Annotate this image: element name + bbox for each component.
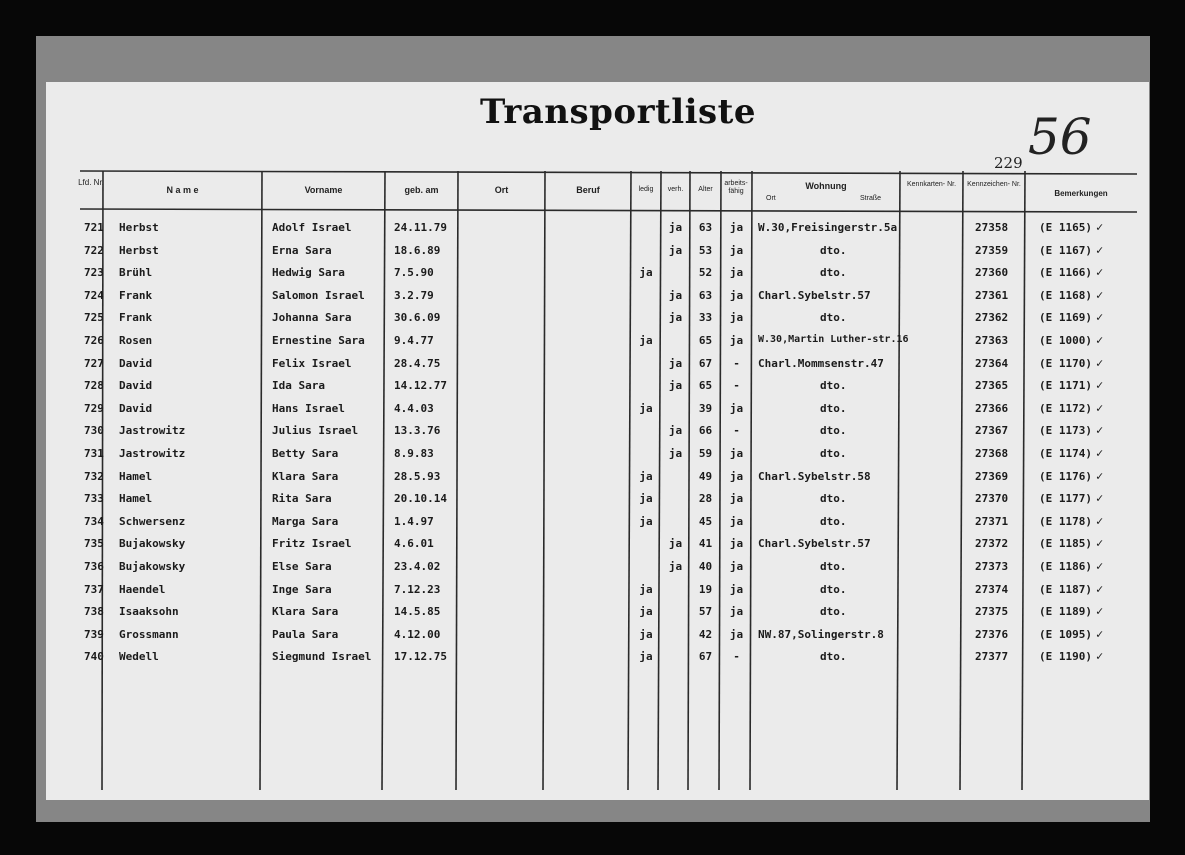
row-verh: ja: [668, 537, 683, 551]
row-vorname: Klara Sara: [272, 469, 339, 483]
row-lfd-nr: 722: [84, 243, 104, 257]
row-bemerkung: (E 1168): [1039, 288, 1092, 302]
row-geb-am: 24.11.79: [394, 221, 447, 234]
row-lfd-nr: 735: [84, 537, 104, 551]
row-bemerkung: (E 1165): [1039, 221, 1092, 234]
row-kennzeichen-nr: 27362: [975, 311, 1009, 325]
row-bemerkung: (E 1171): [1039, 379, 1092, 393]
row-name: Herbst: [119, 221, 159, 234]
row-ledig: ja: [639, 266, 653, 280]
row-arbeitsfaehig: ja: [729, 221, 744, 234]
row-name: Bujakowsky: [119, 560, 186, 573]
check-mark-icon: ✓: [1096, 310, 1104, 325]
row-kennzeichen-nr: 27369: [975, 469, 1009, 483]
header-wohnung-ort: Ort: [766, 195, 776, 202]
row-wohnung: Charl.Sybelstr.57: [758, 288, 871, 302]
row-alter: 45: [698, 514, 713, 528]
header-lfd-nr: Lfd. Nr.: [78, 178, 104, 187]
row-verh: ja: [668, 424, 683, 438]
row-wohnung: Charl.Sybelstr.57: [758, 537, 871, 551]
row-alter: 66: [698, 424, 713, 438]
row-bemerkung: (E 1167): [1039, 243, 1092, 257]
header-name: N a m e: [166, 185, 199, 195]
row-wohnung: Charl.Sybelstr.58: [758, 469, 871, 483]
row-arbeitsfaehig: -: [733, 424, 740, 438]
header-ledig: ledig: [638, 186, 654, 193]
row-wohnung: dto.: [820, 582, 847, 596]
row-bemerkung: (E 1185): [1039, 537, 1092, 551]
row-vorname: Marga Sara: [272, 514, 339, 528]
row-bemerkung: (E 1095): [1039, 627, 1092, 641]
row-vorname: Johanna Sara: [272, 311, 352, 325]
header-beruf: Beruf: [576, 185, 600, 195]
row-ledig: ja: [639, 605, 653, 619]
row-lfd-nr: 738: [84, 605, 104, 619]
row-wohnung: W.30,Freisingerstr.5a: [758, 221, 898, 234]
row-kennzeichen-nr: 27376: [975, 627, 1009, 641]
row-name: Hamel: [119, 492, 153, 506]
row-ledig: ja: [639, 514, 653, 528]
row-arbeitsfaehig: ja: [729, 266, 744, 280]
row-kennzeichen-nr: 27374: [975, 582, 1009, 596]
check-mark-icon: ✓: [1096, 242, 1104, 257]
row-geb-am: 3.2.79: [394, 288, 434, 302]
row-vorname: Rita Sara: [272, 492, 332, 506]
row-kennzeichen-nr: 27364: [975, 356, 1009, 370]
row-wohnung: W.30,Martin Luther-str.16: [758, 334, 909, 345]
row-ledig: ja: [639, 401, 653, 415]
document-title: Transportliste: [480, 92, 757, 132]
row-ledig: ja: [639, 650, 653, 664]
row-kennzeichen-nr: 27377: [975, 650, 1009, 664]
check-mark-icon: ✓: [1096, 491, 1104, 506]
row-alter: 59: [698, 447, 713, 460]
row-kennzeichen-nr: 27358: [975, 221, 1009, 234]
row-alter: 67: [698, 356, 713, 370]
check-mark-icon: ✓: [1096, 649, 1104, 664]
check-mark-icon: ✓: [1096, 333, 1104, 347]
row-vorname: Paula Sara: [272, 627, 339, 641]
row-kennzeichen-nr: 27367: [975, 424, 1009, 438]
row-wohnung: dto.: [820, 266, 847, 280]
check-mark-icon: ✓: [1096, 604, 1104, 619]
row-bemerkung: (E 1186): [1039, 560, 1092, 573]
row-wohnung: dto.: [820, 243, 847, 257]
row-arbeitsfaehig: ja: [729, 537, 744, 551]
row-lfd-nr: 739: [84, 627, 104, 641]
row-lfd-nr: 731: [84, 447, 104, 460]
row-kennzeichen-nr: 27365: [975, 379, 1009, 393]
row-verh: ja: [668, 356, 683, 370]
row-vorname: Ida Sara: [272, 379, 325, 393]
row-bemerkung: (E 1172): [1039, 401, 1092, 415]
row-vorname: Hans Israel: [272, 401, 345, 415]
row-wohnung: dto.: [820, 447, 847, 460]
row-name: Herbst: [119, 243, 159, 257]
header-vorname: Vorname: [304, 185, 343, 195]
row-geb-am: 4.12.00: [394, 627, 441, 641]
row-name: Bujakowsky: [119, 537, 186, 551]
row-wohnung: dto.: [820, 605, 847, 619]
row-vorname: Inge Sara: [272, 582, 332, 596]
row-arbeitsfaehig: ja: [729, 288, 744, 302]
row-bemerkung: (E 1174): [1039, 447, 1092, 460]
row-verh: ja: [668, 288, 683, 302]
row-verh: ja: [668, 447, 683, 460]
row-bemerkung: (E 1189): [1039, 605, 1092, 619]
row-vorname: Felix Israel: [272, 356, 352, 370]
row-lfd-nr: 729: [84, 401, 104, 415]
row-alter: 41: [698, 537, 713, 551]
row-bemerkung: (E 1173): [1039, 424, 1092, 438]
row-vorname: Fritz Israel: [272, 537, 352, 551]
row-name: David: [119, 356, 153, 370]
row-arbeitsfaehig: -: [733, 379, 740, 393]
header-arbeitsfaehig: arbeits- fähig: [724, 180, 748, 196]
row-lfd-nr: 725: [84, 311, 104, 325]
row-wohnung: dto.: [820, 311, 847, 325]
row-alter: 63: [698, 288, 713, 302]
row-ledig: ja: [639, 627, 653, 641]
row-arbeitsfaehig: ja: [729, 469, 744, 483]
row-ledig: ja: [639, 469, 653, 483]
row-arbeitsfaehig: ja: [729, 560, 744, 573]
row-alter: 39: [698, 401, 713, 415]
header-geb-am: geb. am: [404, 185, 439, 195]
header-bemerkungen: Bemerkungen: [1054, 189, 1108, 198]
row-kennzeichen-nr: 27360: [975, 266, 1009, 280]
row-vorname: Ernestine Sara: [272, 334, 365, 347]
row-lfd-nr: 728: [84, 379, 104, 393]
row-lfd-nr: 727: [84, 356, 104, 370]
check-mark-icon: ✓: [1096, 355, 1104, 370]
row-geb-am: 30.6.09: [394, 311, 441, 325]
check-mark-icon: ✓: [1096, 287, 1104, 302]
row-bemerkung: (E 1000): [1039, 334, 1092, 347]
row-bemerkung: (E 1190): [1039, 650, 1092, 664]
header-verh: verh.: [667, 186, 684, 193]
row-bemerkung: (E 1177): [1039, 492, 1092, 506]
row-wohnung: Charl.Mommsenstr.47: [758, 356, 884, 370]
row-alter: 33: [698, 311, 713, 325]
check-mark-icon: ✓: [1096, 536, 1104, 551]
header-kennzeichen-nr: Kennzeichen- Nr.: [967, 181, 1021, 188]
row-wohnung: dto.: [820, 379, 847, 393]
row-wohnung: dto.: [820, 650, 847, 664]
row-wohnung: dto.: [820, 424, 847, 438]
row-kennzeichen-nr: 27372: [975, 537, 1009, 551]
check-mark-icon: ✓: [1096, 220, 1104, 234]
row-geb-am: 28.5.93: [394, 469, 441, 483]
row-kennzeichen-nr: 27366: [975, 401, 1009, 415]
row-alter: 49: [698, 469, 713, 483]
row-kennzeichen-nr: 27368: [975, 447, 1009, 460]
row-wohnung: NW.87,Solingerstr.8: [758, 627, 884, 641]
row-kennzeichen-nr: 27359: [975, 243, 1009, 257]
row-alter: 19: [698, 582, 713, 596]
row-kennzeichen-nr: 27370: [975, 492, 1009, 506]
row-geb-am: 20.10.14: [394, 492, 447, 506]
row-arbeitsfaehig: ja: [729, 447, 744, 460]
row-alter: 63: [698, 221, 713, 234]
row-arbeitsfaehig: ja: [729, 243, 744, 257]
row-name: Jastrowitz: [119, 447, 186, 460]
row-kennzeichen-nr: 27361: [975, 288, 1009, 302]
row-geb-am: 18.6.89: [394, 243, 441, 257]
row-verh: ja: [668, 311, 683, 325]
row-geb-am: 8.9.83: [394, 447, 434, 460]
header-wohnung: Wohnung: [805, 181, 847, 191]
check-mark-icon: ✓: [1096, 400, 1104, 415]
header-kennkarten-nr: Kennkarten- Nr.: [906, 181, 957, 188]
row-bemerkung: (E 1169): [1039, 311, 1092, 325]
row-ledig: ja: [639, 582, 653, 596]
row-lfd-nr: 740: [84, 650, 104, 664]
row-name: Schwersenz: [119, 514, 186, 528]
row-arbeitsfaehig: ja: [729, 492, 744, 506]
row-arbeitsfaehig: ja: [729, 582, 744, 596]
row-verh: ja: [668, 379, 683, 393]
row-alter: 65: [698, 379, 713, 393]
row-wohnung: dto.: [820, 492, 847, 506]
row-lfd-nr: 721: [84, 221, 104, 234]
check-mark-icon: ✓: [1096, 559, 1104, 573]
row-name: Rosen: [119, 334, 153, 347]
row-lfd-nr: 723: [84, 266, 104, 280]
row-vorname: Erna Sara: [272, 243, 332, 257]
check-mark-icon: ✓: [1096, 468, 1104, 483]
row-name: Jastrowitz: [119, 424, 186, 438]
row-vorname: Klara Sara: [272, 605, 339, 619]
header-wohnung-strasse: Straße: [860, 195, 882, 202]
row-alter: 52: [698, 266, 713, 280]
row-alter: 65: [698, 334, 713, 347]
check-mark-icon: ✓: [1096, 581, 1104, 596]
row-arbeitsfaehig: ja: [729, 334, 744, 347]
header-ort: Ort: [494, 185, 509, 195]
row-kennzeichen-nr: 27363: [975, 334, 1009, 347]
row-geb-am: 7.12.23: [394, 582, 441, 596]
row-bemerkung: (E 1166): [1039, 266, 1092, 280]
check-mark-icon: ✓: [1096, 513, 1104, 528]
row-name: Hamel: [119, 469, 153, 483]
row-bemerkung: (E 1178): [1039, 514, 1092, 528]
row-kennzeichen-nr: 27375: [975, 605, 1009, 619]
row-arbeitsfaehig: ja: [729, 627, 744, 641]
page-number: 229: [994, 154, 1023, 172]
row-name: Frank: [119, 288, 153, 302]
handwritten-number: 56: [1028, 108, 1092, 166]
row-geb-am: 23.4.02: [394, 560, 441, 573]
check-mark-icon: ✓: [1096, 378, 1104, 393]
row-name: Isaaksohn: [119, 605, 179, 619]
row-lfd-nr: 734: [84, 514, 104, 528]
row-kennzeichen-nr: 27373: [975, 560, 1009, 573]
row-name: Brühl: [119, 266, 153, 280]
row-wohnung: dto.: [820, 401, 847, 415]
row-kennzeichen-nr: 27371: [975, 514, 1009, 528]
row-name: Grossmann: [119, 627, 179, 641]
row-bemerkung: (E 1187): [1039, 582, 1092, 596]
row-name: Frank: [119, 311, 153, 325]
row-name: Haendel: [119, 582, 166, 596]
row-vorname: Salomon Israel: [272, 288, 365, 302]
row-arbeitsfaehig: ja: [729, 514, 744, 528]
row-lfd-nr: 730: [84, 424, 104, 438]
row-arbeitsfaehig: ja: [729, 401, 744, 415]
row-ledig: ja: [639, 334, 653, 347]
row-name: Wedell: [119, 650, 159, 664]
row-alter: 53: [698, 243, 713, 257]
row-alter: 40: [698, 560, 713, 573]
row-alter: 28: [698, 492, 713, 506]
row-geb-am: 4.4.03: [394, 401, 434, 415]
row-geb-am: 7.5.90: [394, 266, 434, 280]
row-vorname: Hedwig Sara: [272, 266, 345, 280]
row-lfd-nr: 737: [84, 582, 104, 596]
row-vorname: Else Sara: [272, 560, 332, 573]
row-verh: ja: [668, 560, 683, 573]
row-wohnung: dto.: [820, 514, 847, 528]
row-geb-am: 17.12.75: [394, 650, 447, 664]
row-geb-am: 1.4.97: [394, 514, 434, 528]
row-geb-am: 9.4.77: [394, 334, 434, 347]
check-mark-icon: ✓: [1096, 423, 1104, 438]
row-name: David: [119, 401, 153, 415]
row-vorname: Betty Sara: [272, 447, 339, 460]
row-alter: 67: [698, 650, 713, 664]
row-lfd-nr: 726: [84, 334, 104, 347]
row-geb-am: 28.4.75: [394, 356, 441, 370]
check-mark-icon: ✓: [1096, 265, 1104, 280]
row-vorname: Siegmund Israel: [272, 650, 372, 664]
row-lfd-nr: 733: [84, 492, 104, 506]
row-bemerkung: (E 1170): [1039, 356, 1092, 370]
row-name: David: [119, 379, 153, 393]
row-arbeitsfaehig: ja: [729, 311, 744, 325]
row-arbeitsfaehig: -: [733, 650, 740, 664]
row-vorname: Adolf Israel: [272, 221, 352, 234]
row-wohnung: dto.: [820, 560, 847, 573]
row-lfd-nr: 732: [84, 469, 104, 483]
row-geb-am: 14.12.77: [394, 379, 447, 393]
row-verh: ja: [668, 221, 683, 234]
row-geb-am: 14.5.85: [394, 605, 441, 619]
row-ledig: ja: [639, 492, 653, 506]
row-lfd-nr: 736: [84, 560, 104, 573]
row-bemerkung: (E 1176): [1039, 469, 1092, 483]
row-lfd-nr: 724: [84, 288, 104, 302]
row-geb-am: 4.6.01: [394, 537, 434, 551]
row-vorname: Julius Israel: [272, 424, 359, 438]
row-alter: 57: [698, 605, 713, 619]
row-arbeitsfaehig: ja: [729, 605, 744, 619]
check-mark-icon: ✓: [1096, 446, 1104, 460]
row-geb-am: 13.3.76: [394, 424, 441, 438]
check-mark-icon: ✓: [1096, 626, 1104, 641]
row-arbeitsfaehig: -: [733, 356, 740, 370]
row-alter: 42: [698, 627, 713, 641]
header-alter: Alter: [698, 186, 713, 193]
row-verh: ja: [668, 243, 683, 257]
